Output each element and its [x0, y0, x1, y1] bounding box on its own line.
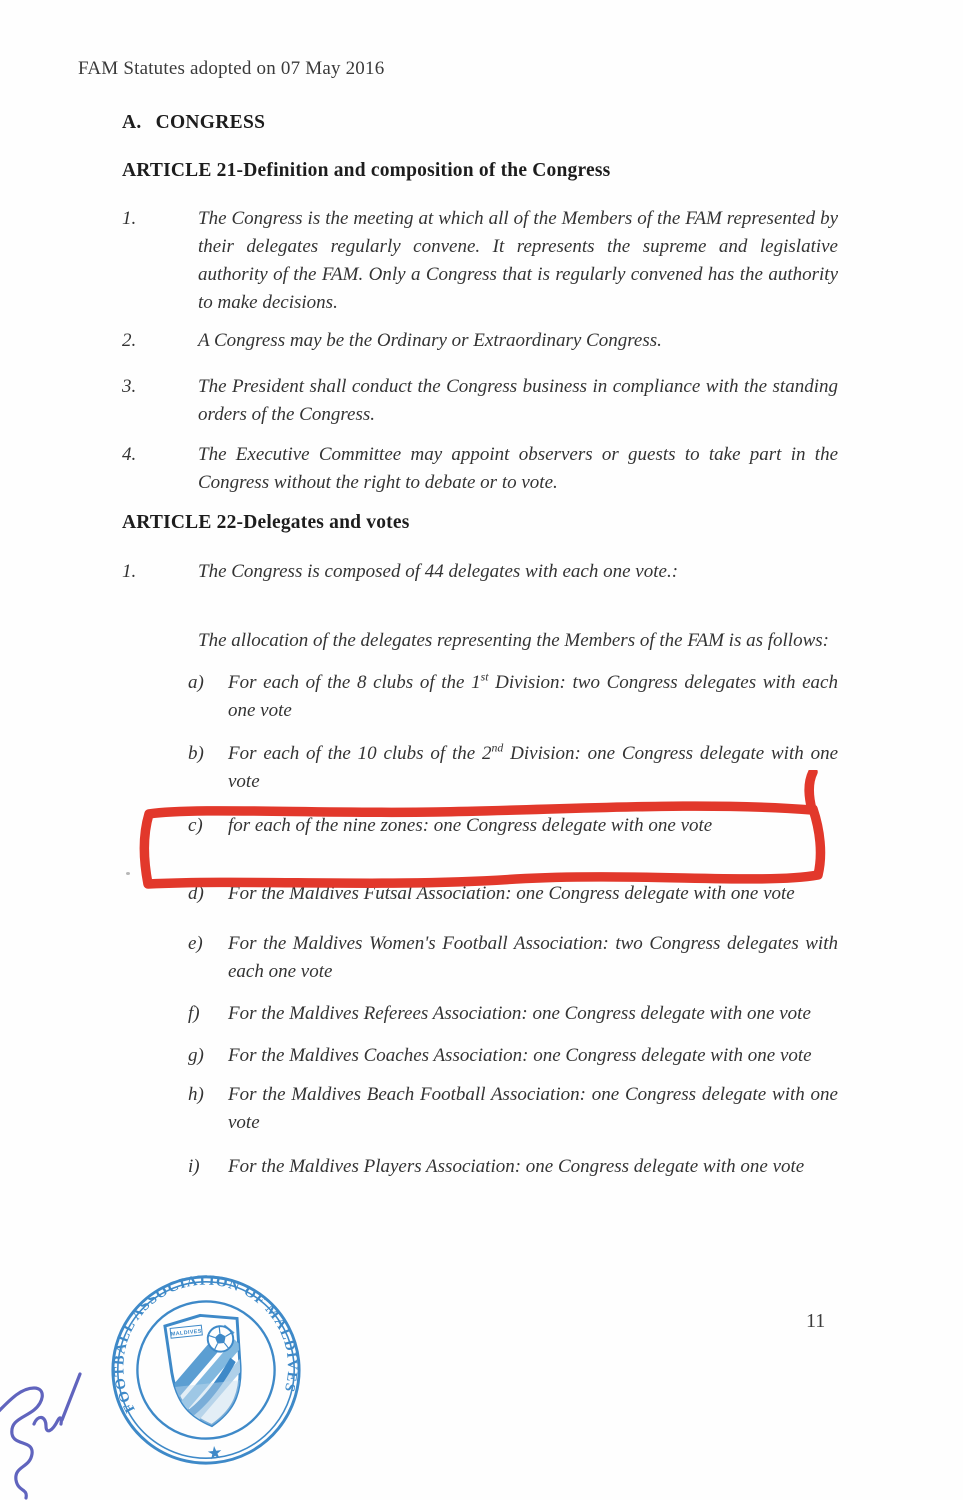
- stamp-star: ★: [205, 1441, 224, 1464]
- article-22-heading: ARTICLE 22-Delegates and votes: [122, 512, 410, 533]
- item-letter: b): [188, 743, 204, 764]
- item-text: [228, 740, 838, 796]
- page-number: 11: [806, 1310, 826, 1332]
- item-letter: e): [188, 933, 203, 954]
- item-letter: h): [188, 1084, 204, 1105]
- item-number: 4.: [122, 444, 137, 465]
- article-21-item-4: [122, 441, 838, 497]
- item-text-segment: Division: two Congress delegates with each one vote: [228, 672, 838, 721]
- sub-item-b: [188, 740, 838, 796]
- item-text-segment: For each of the 10 clubs of the 2: [228, 743, 492, 764]
- item-text: The Congress is composed of 44 delegates with each one vote.:: [198, 561, 679, 582]
- item-number: 1.: [122, 208, 137, 229]
- item-text: [228, 669, 838, 725]
- item-text: For the Maldives Futsal Association: one Congress delegate with one vote: [228, 883, 795, 904]
- allocation-intro: The allocation of the delegates representing the Members of the FAM is as follows:: [198, 630, 829, 651]
- scan-speck: [126, 872, 130, 875]
- sub-item-g: [188, 1042, 838, 1070]
- item-text: For the Maldives Women's Football Association: two Congress delegates with each one vote: [228, 933, 838, 982]
- article-21-item-2: [122, 327, 838, 355]
- sub-item-f: [188, 1000, 838, 1028]
- section-title: CONGRESS: [155, 112, 266, 133]
- item-letter: c): [188, 815, 203, 836]
- sub-item-c-highlighted: [188, 812, 838, 840]
- item-text: The Congress is the meeting at which all of the Members of the FAM represented by their delegates regularly convene. It represents the supreme and legislative authority of the FAM. Only a Congress that is regularly convened has the authority to make decisions.: [198, 208, 838, 313]
- sub-item-d: [188, 880, 838, 908]
- sub-item-a: [188, 669, 838, 725]
- item-text: For the Maldives Players Association: one Congress delegate with one vote: [228, 1156, 805, 1177]
- shield-name-text: MALDIVES: [170, 1328, 203, 1338]
- document-body: [122, 112, 838, 1181]
- shield-bottom-wash: [171, 1380, 248, 1436]
- document-header: FAM Statutes adopted on 07 May 2016: [78, 58, 385, 79]
- article-21-item-1: [122, 205, 838, 317]
- item-letter: i): [188, 1156, 200, 1177]
- item-number: 1.: [122, 561, 137, 582]
- item-text: The Executive Committee may appoint observers or guests to take part in the Congress without the right to debate or to vote.: [198, 444, 838, 493]
- item-text: For the Maldives Coaches Association: one Congress delegate with one vote: [228, 1045, 812, 1066]
- item-text: The President shall conduct the Congress business in compliance with the standing orders of the Congress.: [198, 376, 838, 425]
- ordinal-superscript: st: [480, 670, 489, 684]
- item-letter: f): [188, 1003, 200, 1024]
- signature-stroke-slash: [62, 1374, 80, 1420]
- signature: [0, 1358, 96, 1500]
- section-heading: [122, 112, 838, 138]
- sub-item-e: [188, 930, 838, 986]
- item-letter: g): [188, 1045, 204, 1066]
- item-text: For the Maldives Referees Association: one Congress delegate with one vote: [228, 1003, 811, 1024]
- article-21-heading: ARTICLE 21-Definition and composition of the Congress: [122, 160, 611, 181]
- sub-item-i: [188, 1153, 838, 1181]
- article-22-item-1: [122, 558, 838, 586]
- item-number: 3.: [122, 376, 137, 397]
- item-text-segment: Division: one Congress delegate with one vote: [228, 743, 838, 792]
- stamp-ring-text: FOOTBALL ASSOCIATION OF MALDIVES: [111, 1272, 301, 1416]
- fam-stamp-seal: [108, 1266, 304, 1474]
- item-letter: d): [188, 883, 204, 904]
- item-letter: a): [188, 672, 204, 693]
- signature-stroke-w: [34, 1417, 61, 1430]
- ordinal-superscript: nd: [491, 741, 504, 755]
- sub-item-h: [188, 1081, 838, 1137]
- item-text-segment: For each of the 8 clubs of the 1: [228, 672, 481, 693]
- article-21-item-3: [122, 373, 838, 429]
- item-text: For the Maldives Beach Football Association: one Congress delegate with one vote: [228, 1084, 838, 1133]
- item-text: for each of the nine zones: one Congress delegate with one vote: [228, 815, 713, 836]
- section-label: A.: [122, 112, 142, 133]
- signature-stroke-main: [0, 1388, 42, 1498]
- item-text: A Congress may be the Ordinary or Extraordinary Congress.: [198, 330, 662, 351]
- item-number: 2.: [122, 330, 137, 351]
